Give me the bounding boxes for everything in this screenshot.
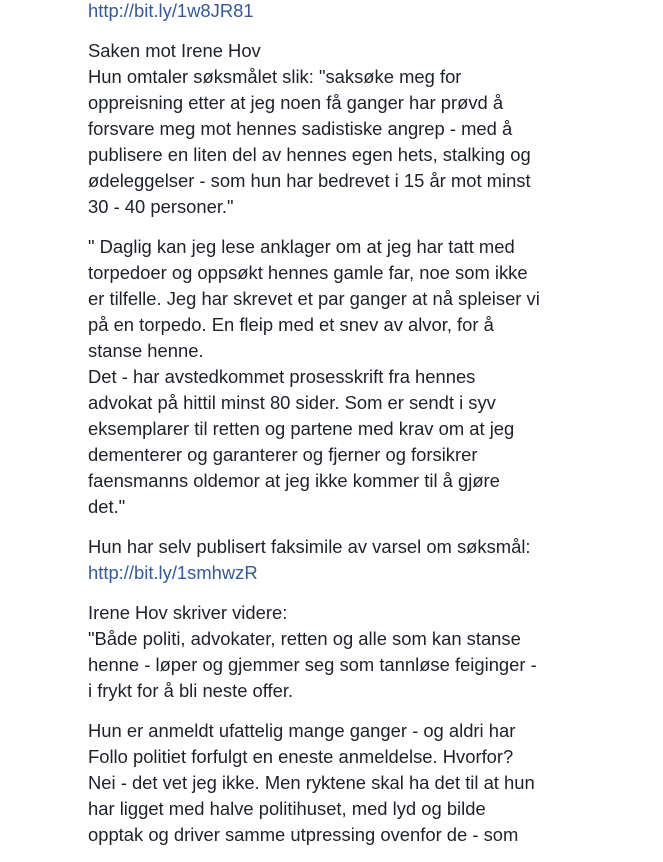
- text-line: oppreisning etter at jeg noen få ganger har prøvd å: [88, 92, 504, 113]
- paragraph-3: [88, 534, 648, 586]
- text-line: publisere en liten del av hennes egen hets, stalking og: [88, 144, 531, 165]
- paragraph-5: [88, 718, 648, 848]
- text-line: dementerer og garanterer og fjerner og forsikrer: [88, 444, 478, 465]
- text-line: torpedoer og oppsøkt hennes gamle far, noe som ikke: [88, 262, 528, 283]
- text-line: Hun omtaler søksmålet slik: "saksøke meg for: [88, 66, 462, 87]
- post-body: [88, 0, 648, 862]
- text-line: ødeleggelser - som hun har bedrevet i 15 år mot minst: [88, 170, 531, 191]
- text-line: Hun er anmeldt ufattelig mange ganger - og aldri har: [88, 720, 516, 741]
- text-line: forsvare meg mot hennes sadistiske angrep - med å: [88, 118, 513, 139]
- text-line: Follo politiet forfulgt en eneste anmeldelse. Hvorfor?: [88, 746, 514, 767]
- text-line: advokat på hittil minst 80 sider. Som er sendt i syv: [88, 392, 496, 413]
- text-line: "Både politi, advokater, retten og alle som kan stanse: [88, 628, 521, 649]
- text-line: har ligget med halve politihuset, med lyd og bilde: [88, 798, 486, 819]
- text-line: opptak og driver samme utpressing ovenfor de - som: [88, 824, 519, 845]
- text-line: er tilfelle. Jeg har skrevet et par ganger at nå spleiser vi: [88, 288, 540, 309]
- paragraph-4: [88, 600, 648, 704]
- text-line: Irene Hov skriver videre:: [88, 602, 288, 623]
- text-line: det.": [88, 496, 126, 517]
- paragraph-1: [88, 38, 648, 220]
- text-line: på en torpedo. En fleip med et snev av alvor, for å: [88, 314, 494, 335]
- text-line: Saken mot Irene Hov: [88, 40, 261, 61]
- paragraph-link-top: [88, 0, 648, 24]
- text-line: i frykt for å bli neste offer.: [88, 680, 294, 701]
- text-line: faensmanns oldemor at jeg ikke kommer til å gjøre: [88, 470, 500, 491]
- text-line: Hun har selv publisert faksimile av varsel om søksmål:: [88, 536, 531, 557]
- link-faksimile[interactable]: http://bit.ly/1smhwzR: [88, 562, 258, 583]
- text-line: eksemplarer til retten og partene med krav om at jeg: [88, 418, 515, 439]
- text-line: Det - har avstedkommet prosesskrift fra hennes: [88, 366, 476, 387]
- text-line: 30 - 40 personer.": [88, 196, 234, 217]
- text-line: " Daglig kan jeg lese anklager om at jeg har tatt med: [88, 236, 515, 257]
- paragraph-2: [88, 234, 648, 520]
- text-line: henne - løper og gjemmer seg som tannløse feiginger -: [88, 654, 537, 675]
- text-line: stanse henne.: [88, 340, 204, 361]
- text-line: Nei - det vet jeg ikke. Men ryktene skal ha det til at hun: [88, 772, 535, 793]
- link-top[interactable]: http://bit.ly/1w8JR81: [88, 0, 254, 21]
